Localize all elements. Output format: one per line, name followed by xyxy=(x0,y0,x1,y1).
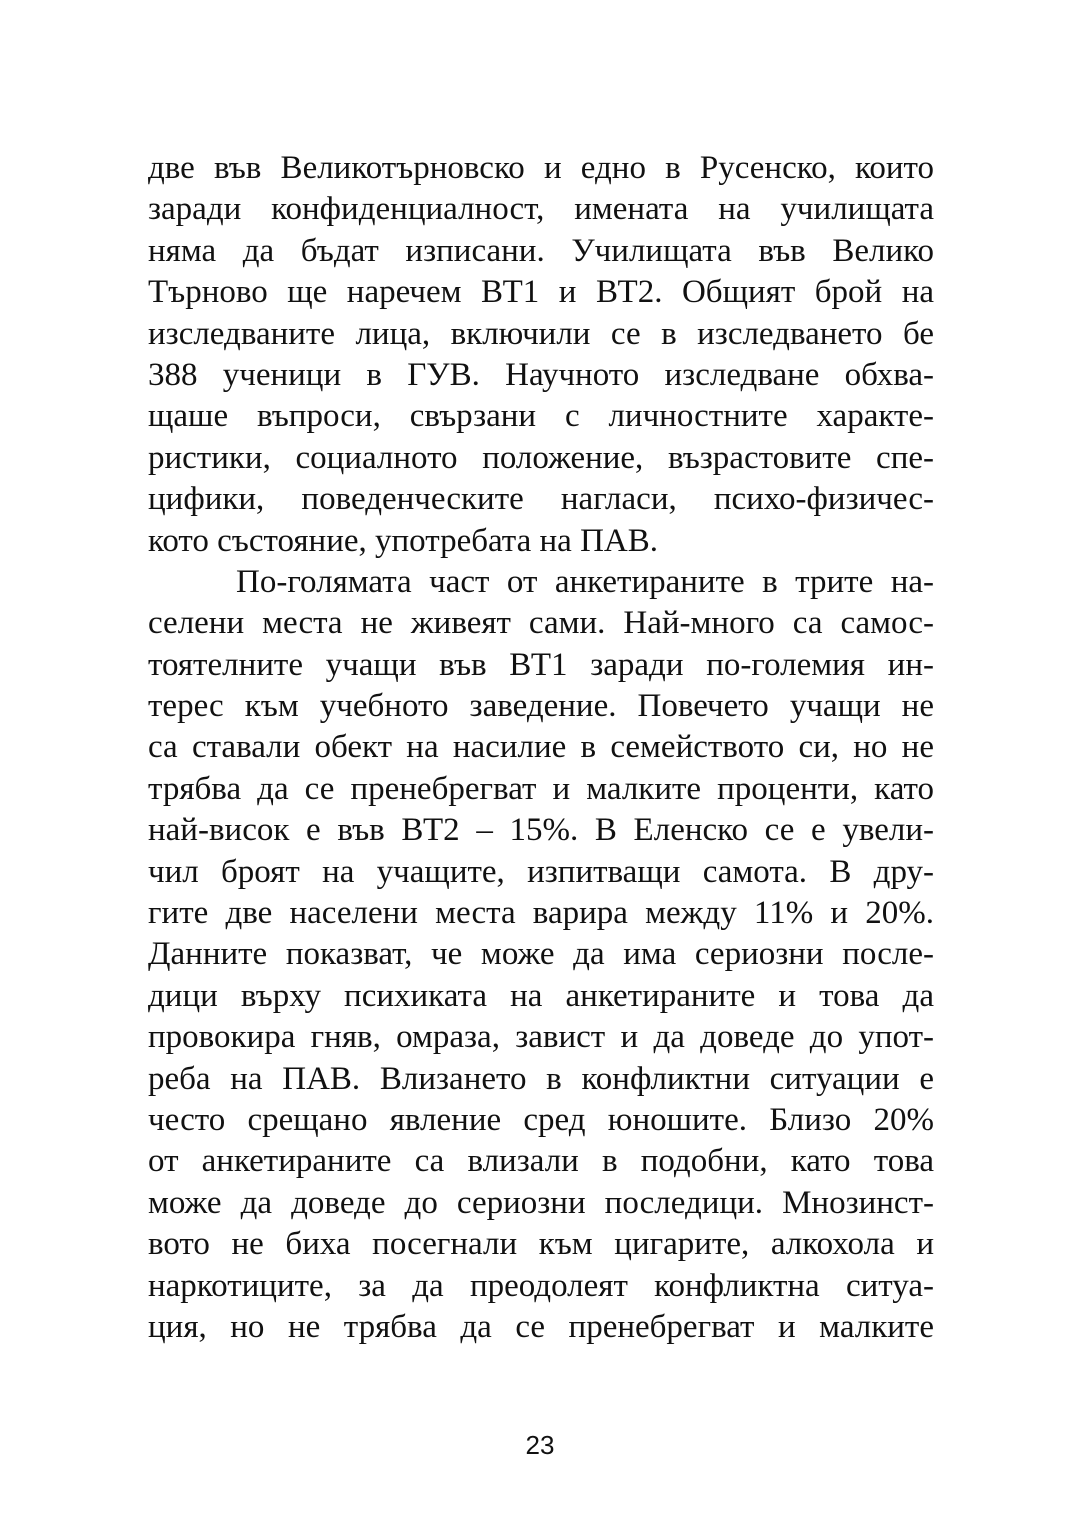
text-line: Данните показват, че може да има сериозни после- xyxy=(148,936,934,973)
text-line: селени места не живеят сами. Най-много са самос- xyxy=(148,605,934,642)
text-line: гите две населени места варира между 11% и 20%. xyxy=(148,895,934,932)
text-line: от анкетираните са влизали в подобни, като това xyxy=(148,1143,934,1180)
text-line: щаше въпроси, свързани с личностните характе- xyxy=(148,398,934,435)
text-line: дици върху психиката на анкетираните и това да xyxy=(148,977,934,1014)
text-line: ристики, социалното положение, възрастовите спе- xyxy=(148,439,934,476)
text-line: са ставали обект на насилие в семейството си, но не xyxy=(148,729,934,766)
text-line: чил броят на учащите, изпитващи самота. В дру- xyxy=(148,853,934,890)
text-line: две във Великотърновско и едно в Русенско, които xyxy=(148,150,934,186)
page-number: 23 xyxy=(525,1430,555,1460)
text-line: тоятелните учащи във ВТ1 заради по-големия ин- xyxy=(148,646,934,683)
text-line: провокира гняв, омраза, завист и да доведе до упот- xyxy=(148,1019,934,1056)
text-line: изследваните лица, включили се в изследването бе xyxy=(148,315,934,352)
text-line: ция, но не трябва да се пренебрегват и малките xyxy=(148,1308,934,1345)
text-line: Търново ще наречем ВТ1 и ВТ2. Общият брой на xyxy=(148,274,934,311)
text-line: цифики, поведенческите нагласи, психо-физичес- xyxy=(148,481,934,518)
text-line: вото не биха посегнали към цигарите, алкохола и xyxy=(148,1226,934,1263)
text-line: често срещано явление сред юношите. Близо 20% xyxy=(148,1101,934,1138)
text-line: може да доведе до сериозни последици. Мнозинст- xyxy=(148,1184,934,1221)
text-line: терес към учебното заведение. Повечето учащи не xyxy=(148,688,934,725)
text-line: най-висок е във ВТ2 – 15%. В Еленско се е увели- xyxy=(148,812,934,849)
body-text xyxy=(148,148,934,1348)
text-line: наркотиците, за да преодолеят конфликтна ситуа- xyxy=(148,1267,934,1304)
text-line-paragraph-end: кото състояние, употребата на ПАВ. xyxy=(148,522,659,559)
text-line: няма да бъдат изписани. Училищата във Велико xyxy=(148,232,934,269)
text-line: трябва да се пренебрегват и малките проценти, като xyxy=(148,770,934,807)
text-line: 388 ученици в ГУВ. Научното изследване обхва- xyxy=(148,356,934,393)
text-line: реба на ПАВ. Влизането в конфликтни ситуации е xyxy=(148,1060,934,1097)
text-line-paragraph-start: По-голямата част от анкетираните в трите на- xyxy=(236,563,934,600)
text-line: заради конфиденциалност, имената на училищата xyxy=(148,191,934,228)
